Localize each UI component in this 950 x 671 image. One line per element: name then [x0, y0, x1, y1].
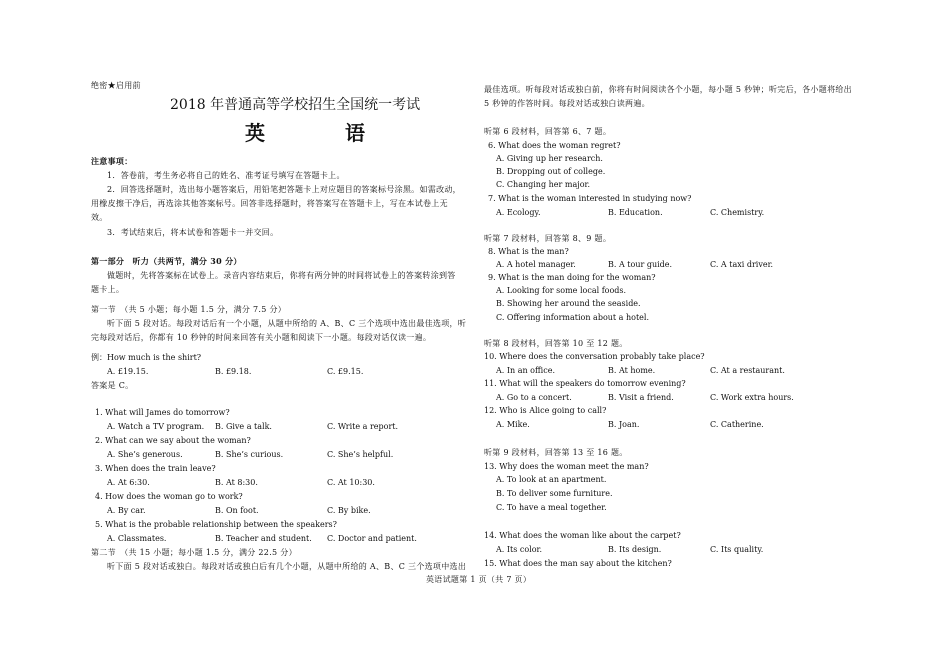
- note-3: 3．考试结束后，将本试卷和答题卡一并交回。: [107, 228, 279, 237]
- q2-option-b: B. She’s curious.: [215, 450, 284, 459]
- note-2-line2: 用橡皮擦干净后，再选涂其他答案标号。回答非选择题时，将答案写在答题卡上，写在本试卷上无: [91, 199, 448, 208]
- q12-option-b: B. Joan.: [608, 420, 640, 429]
- note-2-line3: 效。: [91, 213, 108, 222]
- notes-heading: 注意事项：: [91, 156, 133, 166]
- q1-option-c: C. Write a report.: [327, 422, 399, 431]
- question-7: 7. What is the woman interested in studying now?: [488, 194, 692, 203]
- q6-option-a: A. Giving up her research.: [496, 154, 603, 163]
- example-option-b: B. £9.18.: [215, 367, 252, 376]
- q8-option-b: B. A tour guide.: [608, 260, 673, 269]
- q4-option-c: C. By bike.: [327, 506, 371, 515]
- q1-option-a: A. Watch a TV program.: [107, 422, 205, 431]
- example-question: 例：How much is the shirt?: [91, 353, 202, 362]
- section1-intro-line2: 完每段对话后，你都有 10 秒钟的时间来回答有关小题和阅读下一小题。每段对话仅读一遍。: [91, 333, 432, 342]
- q6-option-b: B. Dropping out of college.: [496, 167, 606, 176]
- note-2-line1: 2．回答选择题时，选出每小题答案后，用铅笔把答题卡上对应题目的答案标号涂黑。如需改动，: [107, 185, 461, 194]
- q13-option-a: A. To look at an apartment.: [496, 475, 607, 484]
- q9-option-b: B. Showing her around the seaside.: [496, 299, 641, 308]
- material-7-heading: 听第 7 段材料，回答第 8、9 题。: [484, 234, 612, 243]
- question-5: 5. What is the probable relationship between the speakers?: [95, 520, 337, 529]
- q7-option-c: C. Chemistry.: [710, 208, 765, 217]
- q13-option-b: B. To deliver some furniture.: [496, 489, 613, 498]
- q12-option-a: A. Mike.: [496, 420, 530, 429]
- section2-intro-line3: 5 秒钟的作答时间。每段对话或独白读两遍。: [484, 99, 650, 108]
- confidential-mark: 绝密★启用前: [91, 81, 141, 90]
- question-6: 6. What does the woman regret?: [488, 141, 621, 150]
- material-6-heading: 听第 6 段材料，回答第 6、7 题。: [484, 127, 612, 136]
- q11-option-a: A. Go to a concert.: [496, 393, 572, 402]
- section1-intro-line1: 听下面 5 段对话。每段对话后有一个小题，从题中所给的 A、B、C 三个选项中选出最佳选项，听: [107, 319, 467, 328]
- part1-intro-line1: 做题时，先将答案标在试卷上。录音内容结束后，你将有两分钟的时间将试卷上的答案转涂到答: [107, 271, 456, 280]
- q6-option-c: C. Changing her major.: [496, 180, 591, 189]
- section1-heading: 第一节 （共 5 小题；每小题 1.5 分，满分 7.5 分）: [91, 305, 287, 314]
- question-11: 11. What will the speakers do tomorrow evening?: [484, 379, 686, 388]
- section2-heading: 第二节 （共 15 小题；每小题 1.5 分，满分 22.5 分）: [91, 548, 297, 557]
- part1-intro-line2: 题卡上。: [91, 285, 125, 294]
- q8-option-a: A. A hotel manager.: [496, 260, 576, 269]
- q10-option-a: A. In an office.: [496, 366, 555, 375]
- q3-option-b: B. At 8:30.: [215, 478, 258, 487]
- page-footer: 英语试题第 1 页（共 7 页）: [426, 575, 532, 584]
- q5-option-b: B. Teacher and student.: [215, 534, 312, 543]
- question-1: 1. What will James do tomorrow?: [95, 408, 230, 417]
- q11-option-c: C. Work extra hours.: [710, 393, 794, 402]
- exam-title: 2018 年普通高等学校招生全国统一考试: [170, 97, 421, 113]
- question-8: 8. What is the man?: [488, 247, 569, 256]
- q14-option-a: A. Its color.: [496, 545, 543, 554]
- q14-option-b: B. Its design.: [608, 545, 662, 554]
- q2-option-c: C. She’s helpful.: [327, 450, 394, 459]
- question-15: 15. What does the man say about the kitchen?: [484, 559, 672, 568]
- question-3: 3. When does the train leave?: [95, 464, 216, 473]
- note-1: 1．答卷前，考生务必将自己的姓名、准考证号填写在答题卡上。: [107, 171, 345, 180]
- material-8-heading: 听第 8 段材料，回答第 10 至 12 题。: [484, 339, 628, 348]
- question-2: 2. What can we say about the woman?: [95, 436, 251, 445]
- question-4: 4. How does the woman go to work?: [95, 492, 243, 501]
- q13-option-c: C. To have a meal together.: [496, 503, 607, 512]
- section2-intro-line1: 听下面 5 段对话或独白。每段对话或独白后有几个小题，从题中所给的 A、B、C 三个选项中选出: [107, 562, 467, 571]
- q10-option-c: C. At a restaurant.: [710, 366, 785, 375]
- q9-option-a: A. Looking for some local foods.: [496, 286, 627, 295]
- question-10: 10. Where does the conversation probably take place?: [484, 352, 705, 361]
- question-13: 13. Why does the woman meet the man?: [484, 462, 649, 471]
- q2-option-a: A. She’s generous.: [107, 450, 183, 459]
- section2-intro-line2: 最佳选项。听每段对话或独白前，你将有时间阅读各个小题，每小题 5 秒钟；听完后，各小题将给出: [484, 85, 852, 94]
- q7-option-b: B. Education.: [608, 208, 663, 217]
- example-option-c: C. £9.15.: [327, 367, 364, 376]
- part1-heading: 第一部分 听力（共两节，满分 30 分）: [91, 256, 242, 266]
- q3-option-c: C. At 10:30.: [327, 478, 375, 487]
- q12-option-c: C. Catherine.: [710, 420, 764, 429]
- q14-option-c: C. Its quality.: [710, 545, 764, 554]
- material-9-heading: 听第 9 段材料，回答第 13 至 16 题。: [484, 448, 628, 457]
- q4-option-a: A. By car.: [107, 506, 146, 515]
- question-9: 9. What is the man doing for the woman?: [488, 273, 656, 282]
- q5-option-a: A. Classmates.: [107, 534, 167, 543]
- q11-option-b: B. Visit a friend.: [608, 393, 674, 402]
- q5-option-c: C. Doctor and patient.: [327, 534, 417, 543]
- q7-option-a: A. Ecology.: [496, 208, 541, 217]
- example-option-a: A. £19.15.: [107, 367, 149, 376]
- question-14: 14. What does the woman like about the carpet?: [484, 531, 681, 540]
- q8-option-c: C. A taxi driver.: [710, 260, 774, 269]
- q3-option-a: A. At 6:30.: [107, 478, 150, 487]
- question-12: 12. Who is Alice going to call?: [484, 406, 607, 415]
- q4-option-b: B. On foot.: [215, 506, 259, 515]
- example-answer: 答案是 C。: [91, 381, 134, 390]
- q9-option-c: C. Offering information about a hotel.: [496, 313, 649, 322]
- subject-title: 英 语: [245, 121, 395, 145]
- q1-option-b: B. Give a talk.: [215, 422, 272, 431]
- q10-option-b: B. At home.: [608, 366, 656, 375]
